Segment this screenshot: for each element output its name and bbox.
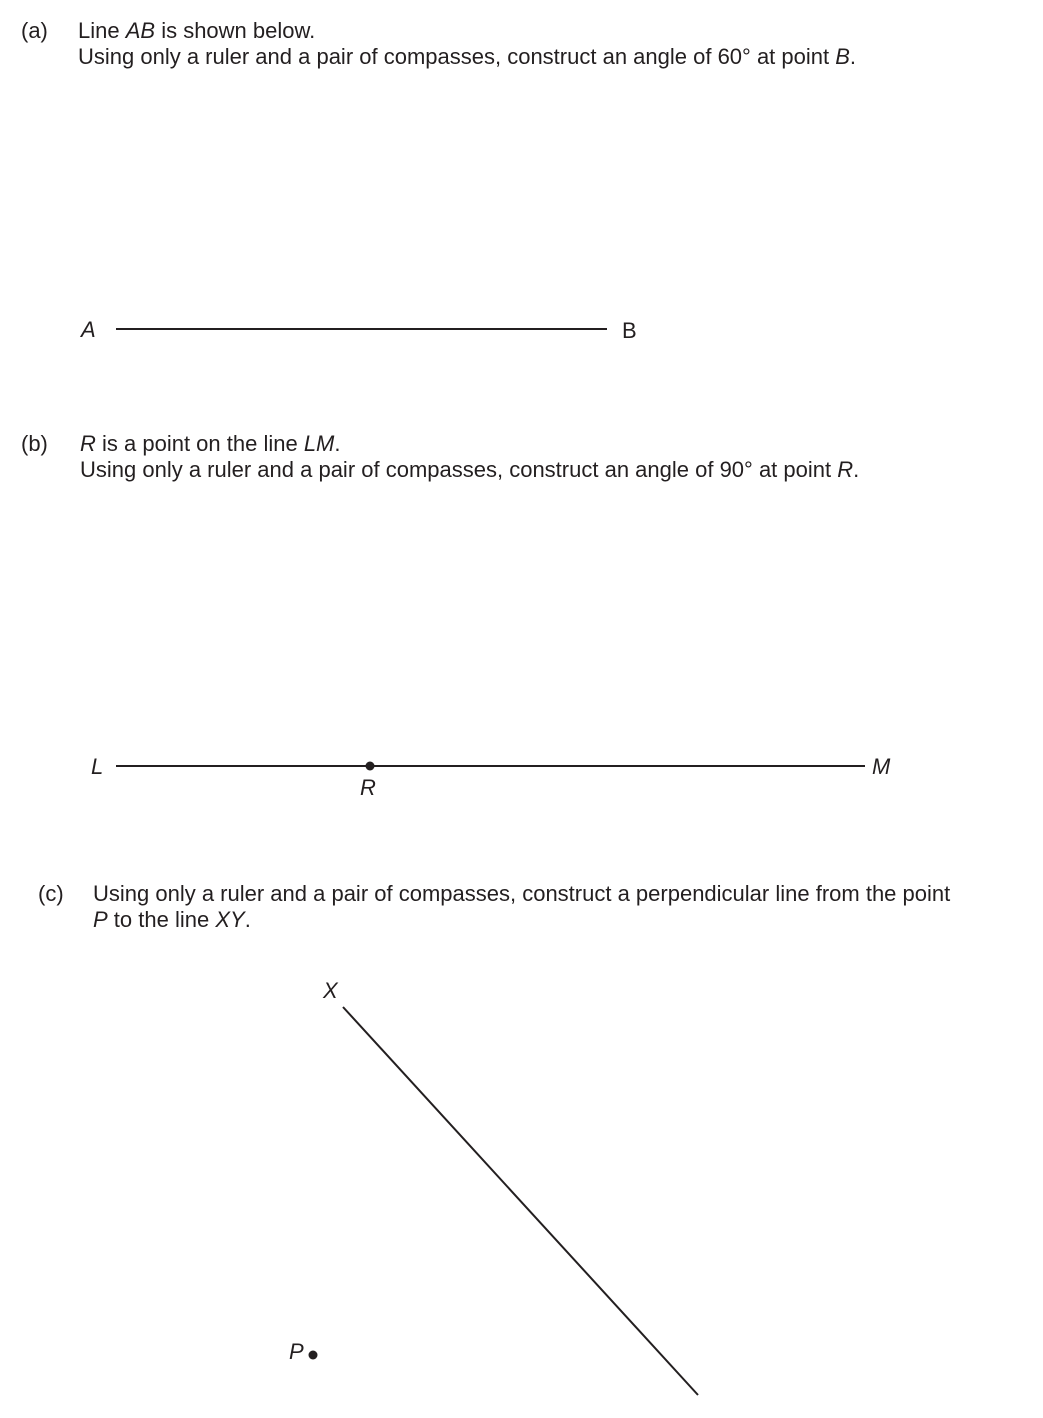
part-c-line-2-italic-xy: XY bbox=[215, 907, 245, 932]
point-b-label: B bbox=[622, 318, 637, 343]
part-a-line-2-pre: Using only a ruler and a pair of compasses, construct an angle of 60° at point bbox=[78, 44, 836, 69]
point-x-label: X bbox=[323, 978, 338, 1003]
point-a-label: A bbox=[81, 317, 96, 342]
part-b-line-1-post: . bbox=[334, 431, 341, 456]
point-p-label: P bbox=[289, 1339, 304, 1364]
part-c-line-2-mid: to the line bbox=[107, 907, 216, 932]
part-a-line-2-italic: B bbox=[835, 44, 850, 69]
part-a-label: (a) bbox=[21, 18, 48, 43]
part-c-label: (c) bbox=[38, 881, 64, 906]
part-b-line-2-pre: Using only a ruler and a pair of compasses, construct an angle of 90° at point bbox=[80, 457, 838, 482]
point-m-label: M bbox=[872, 754, 891, 779]
part-a-line-2-post: . bbox=[849, 44, 857, 69]
part-b-line-1-italic-lm: LM bbox=[303, 431, 335, 456]
part-b-line-1-mid: is a point on the line bbox=[95, 431, 304, 456]
part-c-line-2-italic-p: P bbox=[93, 907, 108, 932]
line-xy bbox=[343, 1007, 698, 1395]
part-b-line-2-post: . bbox=[853, 457, 860, 482]
point-p-dot bbox=[309, 1351, 318, 1360]
part-a-line-1-pre: Line bbox=[78, 18, 126, 43]
part-c-line-2-post: . bbox=[244, 907, 251, 932]
point-r-label: R bbox=[360, 775, 376, 800]
part-b-label: (b) bbox=[21, 431, 48, 456]
part-a-line-1-post: is shown below. bbox=[155, 18, 316, 43]
point-l-label: L bbox=[91, 754, 104, 779]
part-b-line-1-italic-r: R bbox=[80, 431, 96, 456]
part-c-line-1: Using only a ruler and a pair of compasses, construct a perpendicular line from the point bbox=[93, 881, 951, 906]
part-a-line-1-italic: AB bbox=[125, 18, 156, 43]
part-b-line-2-italic: R bbox=[837, 457, 854, 482]
point-r-dot bbox=[366, 762, 375, 771]
